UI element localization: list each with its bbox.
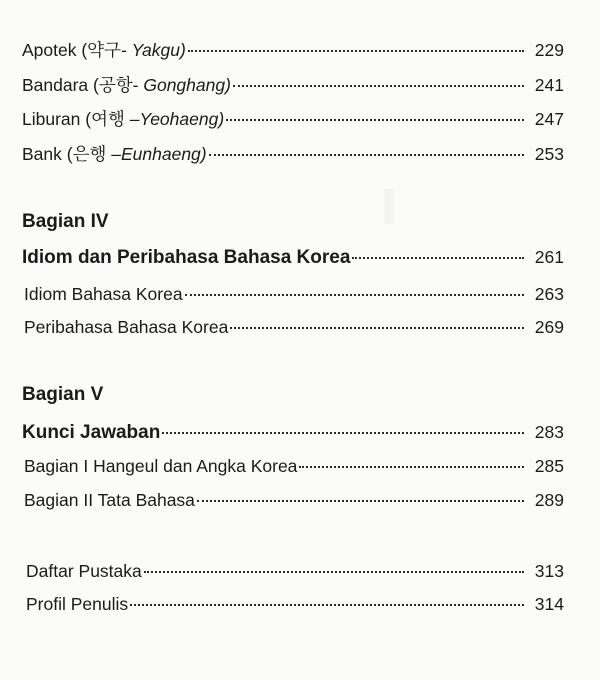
toc-entry-title: Bank (은행 –Eunhaeng): [22, 144, 207, 164]
toc-entry-idiom: [24, 283, 564, 305]
part-heading-iv: Bagian IV: [22, 211, 109, 232]
toc-entry-peribahasa: [24, 316, 564, 338]
toc-entry-title: Idiom Bahasa Korea: [24, 284, 183, 304]
dot-leader: [197, 500, 524, 502]
part-heading-v: Bagian V: [22, 384, 104, 405]
dot-leader: [299, 466, 524, 468]
toc-entry-bandara: [22, 74, 564, 96]
toc-page-number: 269: [534, 317, 564, 337]
toc-chapter-idiom-peribahasa: [22, 246, 564, 269]
dot-leader: [209, 154, 524, 156]
toc-chapter-title: Idiom dan Peribahasa Bahasa Korea: [22, 247, 351, 268]
dot-leader: [230, 327, 524, 329]
toc-page-number: 283: [534, 422, 564, 442]
toc-page-number: 285: [534, 456, 564, 476]
toc-entry-title: Bagian II Tata Bahasa: [24, 490, 195, 510]
dot-leader: [162, 432, 524, 434]
toc-page-number: 253: [534, 144, 564, 164]
show-through-shadow: [380, 180, 398, 236]
toc-entry-bagian-ii: [24, 489, 564, 511]
toc-page-number: 314: [534, 594, 564, 614]
toc-chapter-kunci-jawaban: [22, 421, 564, 444]
toc-entry-title: Bandara (공항- Gonghang): [22, 75, 231, 95]
toc-entry-profil-penulis: [26, 593, 564, 615]
dot-leader: [188, 50, 524, 52]
dot-leader: [130, 604, 524, 606]
dot-leader: [185, 294, 524, 296]
toc-entry-title: Bagian I Hangeul dan Angka Korea: [24, 456, 298, 476]
toc-entry-title: Daftar Pustaka: [26, 561, 142, 581]
toc-entry-bank: [22, 143, 564, 165]
toc-entry-daftar-pustaka: [26, 560, 564, 582]
dot-leader: [352, 257, 524, 259]
toc-entry-title: Liburan (여행 –Yeohaeng): [22, 109, 225, 129]
toc-entry-title: Peribahasa Bahasa Korea: [24, 317, 229, 337]
dot-leader: [233, 85, 524, 87]
toc-entry-apotek: [22, 39, 564, 61]
toc-chapter-title: Kunci Jawaban: [22, 422, 161, 443]
toc-entry-title: Apotek (약구- Yakgu): [22, 40, 186, 60]
toc-page-number: 313: [534, 561, 564, 581]
dot-leader: [226, 119, 524, 121]
toc-page-number: 241: [534, 75, 564, 95]
toc-page-number: 229: [534, 40, 564, 60]
toc-page-number: 263: [534, 284, 564, 304]
toc-page-number: 247: [534, 109, 564, 129]
toc-page-number: 261: [534, 247, 564, 267]
toc-entry-liburan: [22, 108, 564, 130]
dot-leader: [144, 571, 524, 573]
toc-entry-bagian-i: [24, 455, 564, 477]
toc-entry-title: Profil Penulis: [26, 594, 129, 614]
toc-page-number: 289: [534, 490, 564, 510]
